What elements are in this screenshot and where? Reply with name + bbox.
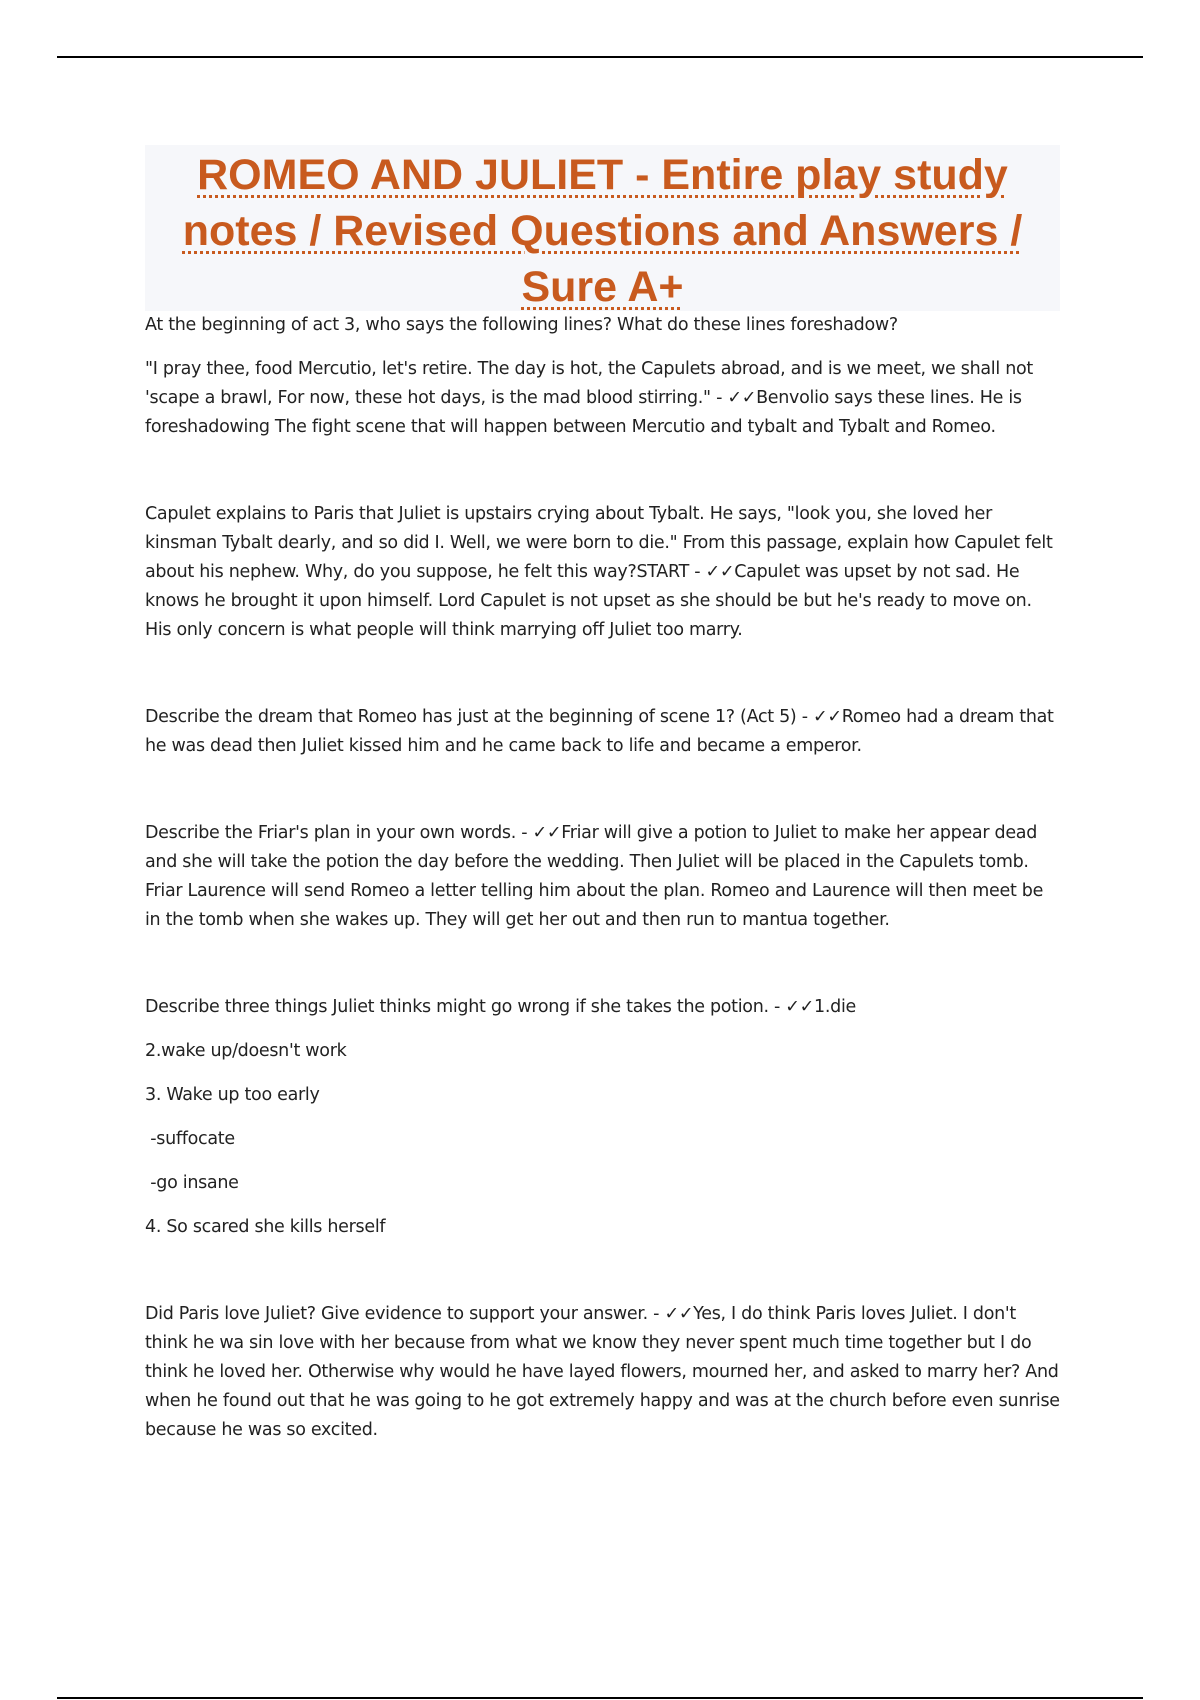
top-rule: [57, 56, 1143, 58]
qa-paragraph: Capulet explains to Paris that Juliet is upstairs crying about Tybalt. He says, "look you, she loved her kinsman Tybalt dearly, and so did I. Well, we were born to die." From this passage, explain how Capulet felt about his nephew. Why, do you suppose, he felt this way?START - ✓✓Capulet was upset by not sad. He knows he brought it upon himself. Lord Capulet is not upset as she should be but he's ready to move on. His only concern is what people will think marrying off Juliet too marry.: [145, 504, 1053, 640]
qa-paragraph: Describe three things Juliet thinks might go wrong if she takes the potion. - ✓✓1.die: [145, 997, 856, 1017]
list-item: 4. So scared she kills herself: [145, 1217, 386, 1237]
document-body: [145, 311, 1060, 1445]
list-item: 3. Wake up too early: [145, 1085, 320, 1105]
title-box: [145, 145, 1060, 311]
list-item: -go insane: [145, 1173, 239, 1193]
qa-paragraph: Did Paris love Juliet? Give evidence to support your answer. - ✓✓Yes, I do think Paris loves Juliet. I don't think he wa sin love with her because from what we know they never spent much time together but I do think he loved her. Otherwise why would he have layed flowers, mourned her, and asked to marry her? And when he found out that he was going to he got extremely happy and was at the church before even sunrise because he was so excited.: [145, 1304, 1060, 1440]
qa-paragraph: Describe the dream that Romeo has just at the beginning of scene 1? (Act 5) - ✓✓Romeo had a dream that he was dead then Juliet kissed him and he came back to life and became a emperor.: [145, 707, 1054, 756]
document-title: ROMEO AND JULIET - Entire play study notes / Revised Questions and Answers / Sure A+: [182, 151, 1023, 311]
document-page: [145, 145, 1060, 1445]
answer-text: "I pray thee, food Mercutio, let's retire. The day is hot, the Capulets abroad, and is we meet, we shall not 'scape a brawl, For now, these hot days, is the mad blood stirring." - ✓✓Benvolio says these lines. He is foreshadowing The fight scene that will happen between Mercutio and tybalt and Tybalt and Romeo.: [145, 359, 1033, 437]
qa-paragraph: Describe the Friar's plan in your own words. - ✓✓Friar will give a potion to Juliet to make her appear dead and she will take the potion the day before the wedding. Then Juliet will be placed in the Capulets tomb. Friar Laurence will send Romeo a letter telling him about the plan. Romeo and Laurence will then meet be in the tomb when she wakes up. They will get her out and then run to mantua together.: [145, 823, 1044, 930]
bottom-rule: [57, 1697, 1143, 1699]
list-item: 2.wake up/doesn't work: [145, 1041, 347, 1061]
list-item: -suffocate: [145, 1129, 235, 1149]
question-text: At the beginning of act 3, who says the following lines? What do these lines foreshadow?: [145, 315, 898, 335]
